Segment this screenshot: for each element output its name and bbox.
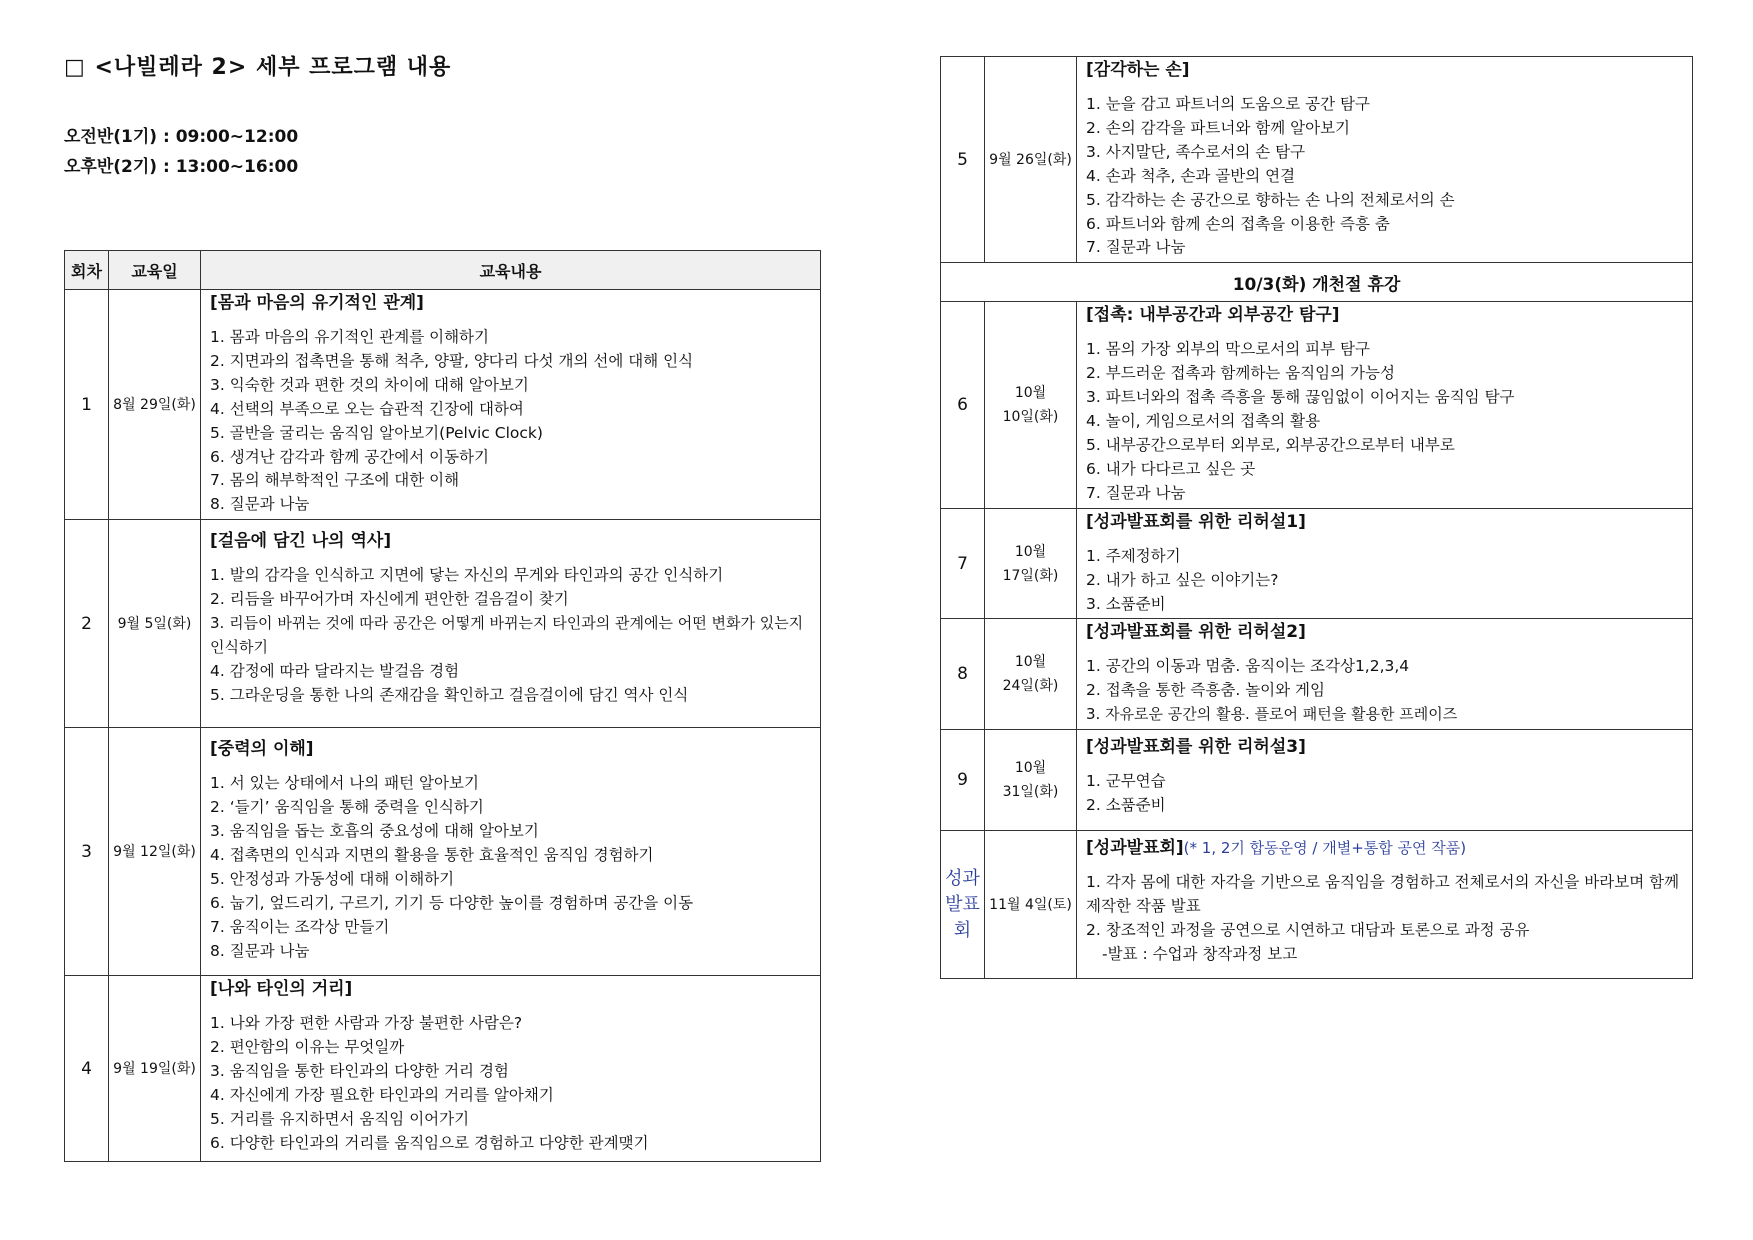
list-item: 2. 내가 하고 싶은 이야기는? <box>1086 570 1279 589</box>
header-date: 교육일 <box>109 251 201 290</box>
row-content <box>201 728 821 976</box>
list-item: 4. 접촉면의 인식과 지면의 활용을 통한 효율적인 움직임 경험하기 <box>210 845 654 864</box>
row-content <box>1077 57 1693 263</box>
row-no: 7 <box>941 508 985 619</box>
list-item: 4. 손과 척추, 손과 골반의 연결 <box>1086 166 1296 185</box>
list-item: 2. 창조적인 과정을 공연으로 시연하고 대담과 토론으로 과정 공유 <box>1086 920 1530 939</box>
row-content <box>201 520 821 728</box>
list-item: 6. 내가 다다르고 싶은 곳 <box>1086 459 1256 478</box>
row-title: [걸음에 담긴 나의 역사] <box>210 531 392 552</box>
list-item: 5. 거리를 유지하면서 움직임 이어가기 <box>210 1109 470 1128</box>
list-item: 7. 몸의 해부학적인 구조에 대한 이해 <box>210 471 460 490</box>
row-date: 10월 31일(화) <box>985 730 1077 831</box>
row-no: 1 <box>65 290 109 520</box>
list-item: 2. 손의 감각을 파트너와 함께 알아보기 <box>1086 118 1351 137</box>
list-item: 3. 파트너와의 접촉 즉흥을 통해 끊임없이 이어지는 움직임 탐구 <box>1086 388 1515 407</box>
holiday-row <box>941 263 1693 302</box>
list-item: 2. 소품준비 <box>1086 796 1166 815</box>
row-no: 3 <box>65 728 109 976</box>
list-item: 3. 리듬이 바뀌는 것에 따라 공간은 어떻게 바뀌는지 타인과의 관계에는 어떤 변화가 있는지 인식하기 <box>210 614 804 656</box>
row-title: [감각하는 손] <box>1086 60 1190 80</box>
table-row <box>65 520 821 728</box>
row-no: 5 <box>941 57 985 263</box>
header-content: 교육내용 <box>201 251 821 290</box>
row-title: [성과발표회를 위한 리허설1] <box>1086 511 1306 532</box>
list-item: 3. 소품준비 <box>1086 594 1166 613</box>
row-no: 8 <box>941 619 985 730</box>
row-date: 9월 26일(화) <box>985 57 1077 263</box>
row-no: 2 <box>65 520 109 728</box>
list-item: 3. 자유로운 공간의 활용. 플로어 패턴을 활용한 프레이즈 <box>1086 705 1458 724</box>
session-afternoon: 오후반(2기) : 13:00~16:00 <box>64 157 299 177</box>
table-row <box>65 728 821 976</box>
row-date: 9월 19일(화) <box>109 976 201 1162</box>
table-row <box>941 831 1693 979</box>
row-title: [성과발표회](* 1, 2기 합동운영 / 개별+통합 공연 작품) <box>1086 838 1467 859</box>
list-item: 5. 그라운딩을 통한 나의 존재감을 확인하고 걸음걸이에 담긴 역사 인식 <box>210 685 689 704</box>
list-item: 1. 공간의 이동과 멈춤. 움직이는 조각상1,2,3,4 <box>1086 657 1410 676</box>
table-row <box>941 730 1693 831</box>
list-item: 1. 각자 몸에 대한 자각을 기반으로 움직임을 경험하고 전체로서의 자신을 바라보며 함께 제작한 작품 발표 <box>1086 873 1680 916</box>
table-row <box>941 57 1693 263</box>
list-item: 1. 발의 감각을 인식하고 지면에 닿는 자신의 무게와 타인과의 공간 인식하기 <box>210 566 724 585</box>
list-item: 7. 질문과 나눔 <box>1086 483 1186 502</box>
list-item: 4. 자신에게 가장 필요한 타인과의 거리를 알아채기 <box>210 1085 554 1104</box>
row-no: 9 <box>941 730 985 831</box>
row-title: [성과발표회를 위한 리허설2] <box>1086 622 1306 643</box>
row-date: 11월 4일(토) <box>985 831 1077 979</box>
list-item: 6. 눕기, 엎드리기, 구르기, 기기 등 다양한 높이를 경험하며 공간을 이동 <box>210 893 694 912</box>
list-item: 1. 주제정하기 <box>1086 546 1181 565</box>
table-row <box>941 302 1693 508</box>
row-content <box>1077 619 1693 730</box>
row-no: 6 <box>941 302 985 508</box>
row-note: (* 1, 2기 합동운영 / 개별+통합 공연 작품) <box>1183 839 1467 858</box>
page-title: □ <나빌레라 2> 세부 프로그램 내용 <box>64 55 452 80</box>
header-no: 회차 <box>65 251 109 290</box>
list-item: 6. 파트너와 함께 손의 접촉을 이용한 즉흥 춤 <box>1086 214 1390 233</box>
list-item: 2. 리듬을 바꾸어가며 자신에게 편안한 걸음걸이 찾기 <box>210 590 569 609</box>
session-morning: 오전반(1기) : 09:00~12:00 <box>64 127 299 147</box>
row-no: 성과 발표 회 <box>941 831 985 979</box>
table-row <box>941 508 1693 619</box>
list-item: 1. 나와 가장 편한 사람과 가장 불편한 사람은? <box>210 1014 523 1033</box>
list-item: 3. 움직임을 통한 타인과의 다양한 거리 경험 <box>210 1062 509 1081</box>
list-item: 1. 군무연습 <box>1086 772 1166 791</box>
list-item: 4. 감정에 따라 달라지는 발걸음 경험 <box>210 661 460 680</box>
row-content <box>1077 508 1693 619</box>
row-date: 10월 10일(화) <box>985 302 1077 508</box>
list-item: 8. 질문과 나눔 <box>210 495 310 514</box>
row-title: [성과발표회를 위한 리허설3] <box>1086 737 1306 758</box>
row-content <box>1077 730 1693 831</box>
list-item: 6. 다양한 타인과의 거리를 움직임으로 경험하고 다양한 관계맺기 <box>210 1133 649 1152</box>
row-date: 10월 24일(화) <box>985 619 1077 730</box>
list-item: 3. 익숙한 것과 편한 것의 차이에 대해 알아보기 <box>210 375 529 394</box>
row-date: 8월 29일(화) <box>109 290 201 520</box>
row-content <box>1077 831 1693 979</box>
list-item: 1. 눈을 감고 파트너의 도움으로 공간 탐구 <box>1086 95 1370 113</box>
list-item: 5. 골반을 굴리는 움직임 알아보기(Pelvic Clock) <box>210 423 543 442</box>
list-item: -발표 : 수업과 창작과정 보고 <box>1102 944 1298 963</box>
program-table-right <box>940 56 1693 979</box>
list-item: 1. 몸의 가장 외부의 막으로서의 피부 탐구 <box>1086 340 1370 359</box>
row-no: 4 <box>65 976 109 1162</box>
row-date: 9월 12일(화) <box>109 728 201 976</box>
list-item: 7. 움직이는 조각상 만들기 <box>210 917 390 936</box>
row-title: [나와 타인의 거리] <box>210 979 353 1000</box>
list-item: 2. 편안함의 이유는 무엇일까 <box>210 1038 405 1057</box>
table-row <box>65 290 821 520</box>
row-date: 9월 5일(화) <box>109 520 201 728</box>
table-row <box>941 619 1693 730</box>
list-item: 4. 선택의 부족으로 오는 습관적 긴장에 대하여 <box>210 399 524 418</box>
list-item: 3. 움직임을 돕는 호흡의 중요성에 대해 알아보기 <box>210 822 539 841</box>
row-title: [몸과 마음의 유기적인 관계] <box>210 293 424 313</box>
list-item: 3. 사지말단, 족수로서의 손 탐구 <box>1086 142 1306 161</box>
program-table-left <box>64 250 821 1162</box>
list-item: 2. ‘들기’ 움직임을 통해 중력을 인식하기 <box>210 798 484 817</box>
list-item: 5. 감각하는 손 공간으로 향하는 손 나의 전체로서의 손 <box>1086 190 1455 209</box>
list-item: 2. 부드러운 접촉과 함께하는 움직임의 가능성 <box>1086 364 1395 383</box>
row-content <box>201 290 821 520</box>
row-date: 10월 17일(화) <box>985 508 1077 619</box>
list-item: 1. 서 있는 상태에서 나의 패턴 알아보기 <box>210 774 479 793</box>
row-title: [접촉: 내부공간과 외부공간 탐구] <box>1086 305 1340 326</box>
list-item: 7. 질문과 나눔 <box>1086 238 1186 257</box>
row-content <box>1077 302 1693 508</box>
list-item: 2. 지면과의 접촉면을 통해 척추, 양팔, 양다리 다섯 개의 선에 대해 인식 <box>210 351 694 370</box>
list-item: 4. 놀이, 게임으로서의 접촉의 활용 <box>1086 412 1321 431</box>
row-title: [중력의 이해] <box>210 739 314 760</box>
holiday-notice: 10/3(화) 개천절 휴강 <box>941 263 1693 302</box>
row-content <box>201 976 821 1162</box>
table-row <box>65 976 821 1162</box>
list-item: 1. 몸과 마음의 유기적인 관계를 이해하기 <box>210 328 489 346</box>
list-item: 6. 생겨난 감각과 함께 공간에서 이동하기 <box>210 447 489 466</box>
list-item: 5. 안정성과 가동성에 대해 이해하기 <box>210 869 455 888</box>
table-header-row <box>65 251 821 290</box>
list-item: 8. 질문과 나눔 <box>210 941 310 960</box>
list-item: 5. 내부공간으로부터 외부로, 외부공간으로부터 내부로 <box>1086 435 1455 454</box>
list-item: 2. 접촉을 통한 즉흥춤. 놀이와 게임 <box>1086 681 1326 700</box>
